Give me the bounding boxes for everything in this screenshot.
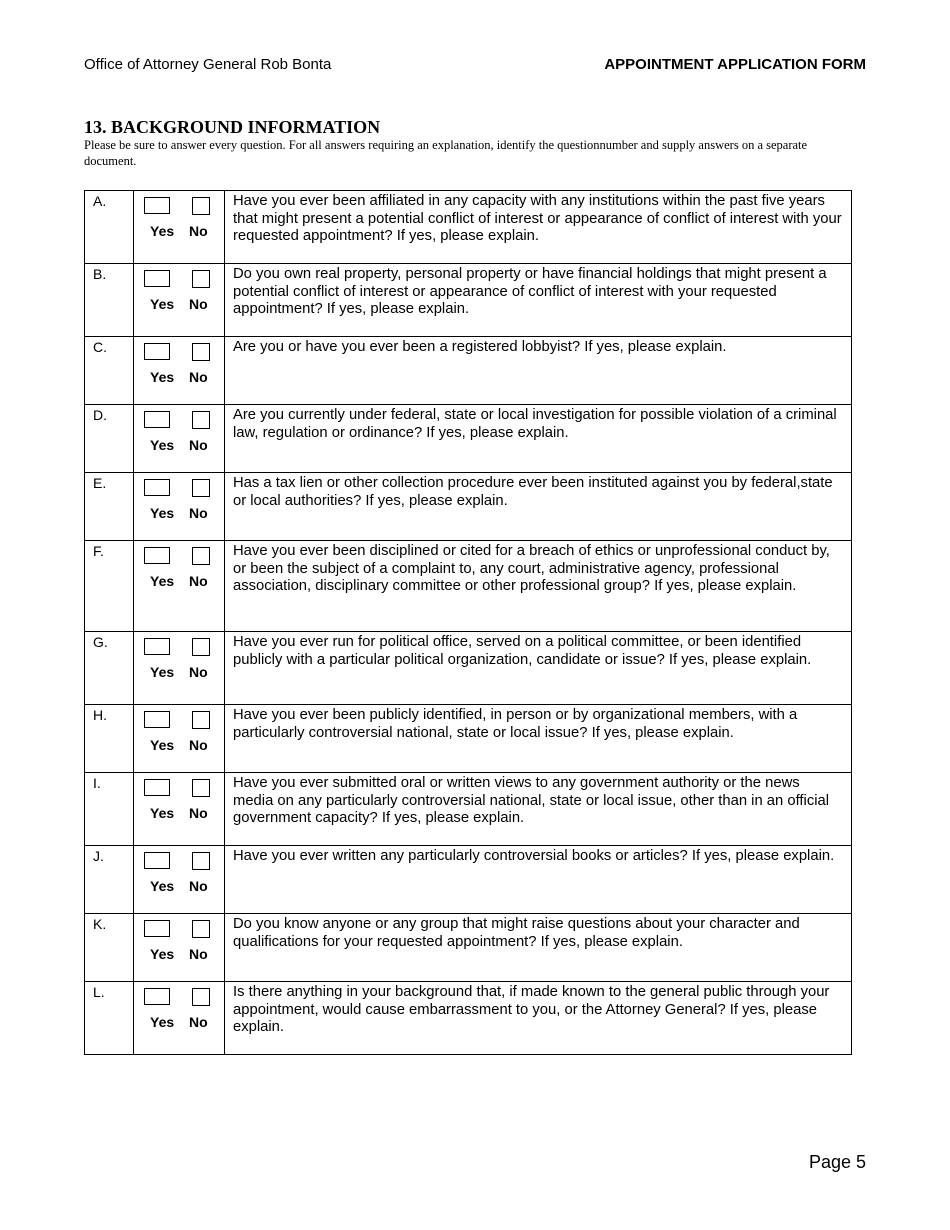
yes-checkbox[interactable] [144,988,170,1005]
question-row [85,264,852,337]
no-label: No [189,805,208,821]
question-row [85,541,852,632]
no-label: No [189,664,208,680]
yes-checkbox[interactable] [144,547,170,564]
answer-choices [134,473,225,541]
office-name: Office of Attorney General Rob Bonta [84,56,332,73]
yes-checkbox[interactable] [144,343,170,360]
question-row [85,914,852,982]
yes-label: Yes [150,805,175,821]
question-text: Are you currently under federal, state or local investigation for possible violation of a criminal law, regulation or ordinance? If yes, please explain. [225,405,852,473]
yes-label: Yes [150,296,175,312]
answer-choices [134,773,225,846]
no-label: No [189,223,208,239]
question-letter: I. [85,773,134,846]
question-row [85,705,852,773]
no-label: No [189,369,208,385]
yes-label: Yes [150,369,175,385]
form-title: APPOINTMENT APPLICATION FORM [604,56,866,73]
question-letter: B. [85,264,134,337]
answer-choices [134,191,225,264]
no-label: No [189,878,208,894]
yes-label: Yes [150,737,175,753]
question-text: Have you ever written any particularly controversial books or articles? If yes, please explain. [225,846,852,914]
answer-choices [134,632,225,705]
no-checkbox[interactable] [192,270,210,288]
no-checkbox[interactable] [192,988,210,1006]
answer-choices [134,405,225,473]
question-text: Has a tax lien or other collection procedure ever been instituted against you by federal,state or local authorities? If yes, please explain. [225,473,852,541]
no-checkbox[interactable] [192,197,210,215]
question-letter: A. [85,191,134,264]
no-checkbox[interactable] [192,779,210,797]
no-label: No [189,573,208,589]
no-checkbox[interactable] [192,547,210,565]
no-label: No [189,296,208,312]
question-row [85,632,852,705]
no-checkbox[interactable] [192,920,210,938]
question-row [85,846,852,914]
question-letter: F. [85,541,134,632]
question-letter: J. [85,846,134,914]
yes-label: Yes [150,437,175,453]
yes-checkbox[interactable] [144,852,170,869]
no-label: No [189,737,208,753]
question-row [85,337,852,405]
no-checkbox[interactable] [192,343,210,361]
question-text: Have you ever been disciplined or cited for a breach of ethics or unprofessional conduct by, or been the subject of a complaint to, any court, administrative agency, professional association, disciplinary committee or other professional group? If yes, please explain. [225,541,852,632]
no-checkbox[interactable] [192,479,210,497]
question-row [85,982,852,1055]
question-text: Are you or have you ever been a registered lobbyist? If yes, please explain. [225,337,852,405]
answer-choices [134,982,225,1055]
no-checkbox[interactable] [192,711,210,729]
question-letter: D. [85,405,134,473]
question-text: Have you ever run for political office, served on a political committee, or been identified publicly with a particular political organization, candidate or issue? If yes, please explain. [225,632,852,705]
yes-checkbox[interactable] [144,920,170,937]
yes-checkbox[interactable] [144,638,170,655]
no-label: No [189,946,208,962]
yes-label: Yes [150,946,175,962]
question-text: Do you own real property, personal property or have financial holdings that might present a potential conflict of interest or appearance of conflict of interest with your requested appointment? If yes, please explain. [225,264,852,337]
question-row [85,473,852,541]
section-instructions: Please be sure to answer every question. For all answers requiring an explanation, identify the questionnumber and supply answers on a separate document. [84,138,808,168]
no-label: No [189,505,208,521]
question-text: Have you ever been affiliated in any capacity with any institutions within the past five years that might present a potential conflict of interest or appearance of conflict of interest with your requested appointment? If yes, please explain. [225,191,852,264]
question-letter: C. [85,337,134,405]
yes-label: Yes [150,573,175,589]
yes-label: Yes [150,505,175,521]
background-questions-table [84,190,852,1055]
answer-choices [134,337,225,405]
no-label: No [189,437,208,453]
page-number: Page 5 [808,1152,866,1172]
question-letter: L. [85,982,134,1055]
yes-label: Yes [150,1014,175,1030]
question-row [85,773,852,846]
yes-checkbox[interactable] [144,197,170,214]
no-checkbox[interactable] [192,852,210,870]
question-row [85,191,852,264]
yes-label: Yes [150,878,175,894]
no-label: No [189,1014,208,1030]
section-title: 13. BACKGROUND INFORMATION [84,117,381,137]
question-text: Have you ever submitted oral or written views to any government authority or the news media on any particularly controversial national, state or local issue, other than in an official government capacity? If yes, please explain. [225,773,852,846]
question-letter: K. [85,914,134,982]
yes-checkbox[interactable] [144,711,170,728]
answer-choices [134,846,225,914]
question-text: Do you know anyone or any group that might raise questions about your character and qualifications for your requested appointment? If yes, please explain. [225,914,852,982]
question-row [85,405,852,473]
answer-choices [134,705,225,773]
yes-label: Yes [150,664,175,680]
answer-choices [134,541,225,632]
question-text: Have you ever been publicly identified, in person or by organizational members, with a particularly controversial national, state or local issue? If yes, please explain. [225,705,852,773]
yes-checkbox[interactable] [144,779,170,796]
yes-checkbox[interactable] [144,270,170,287]
no-checkbox[interactable] [192,411,210,429]
question-letter: E. [85,473,134,541]
question-letter: G. [85,632,134,705]
question-letter: H. [85,705,134,773]
question-text: Is there anything in your background that, if made known to the general public through your appointment, would cause embarrassment to you, or the Attorney General? If yes, please explain. [225,982,852,1055]
answer-choices [134,914,225,982]
yes-checkbox[interactable] [144,479,170,496]
answer-choices [134,264,225,337]
yes-checkbox[interactable] [144,411,170,428]
no-checkbox[interactable] [192,638,210,656]
yes-label: Yes [150,223,175,239]
